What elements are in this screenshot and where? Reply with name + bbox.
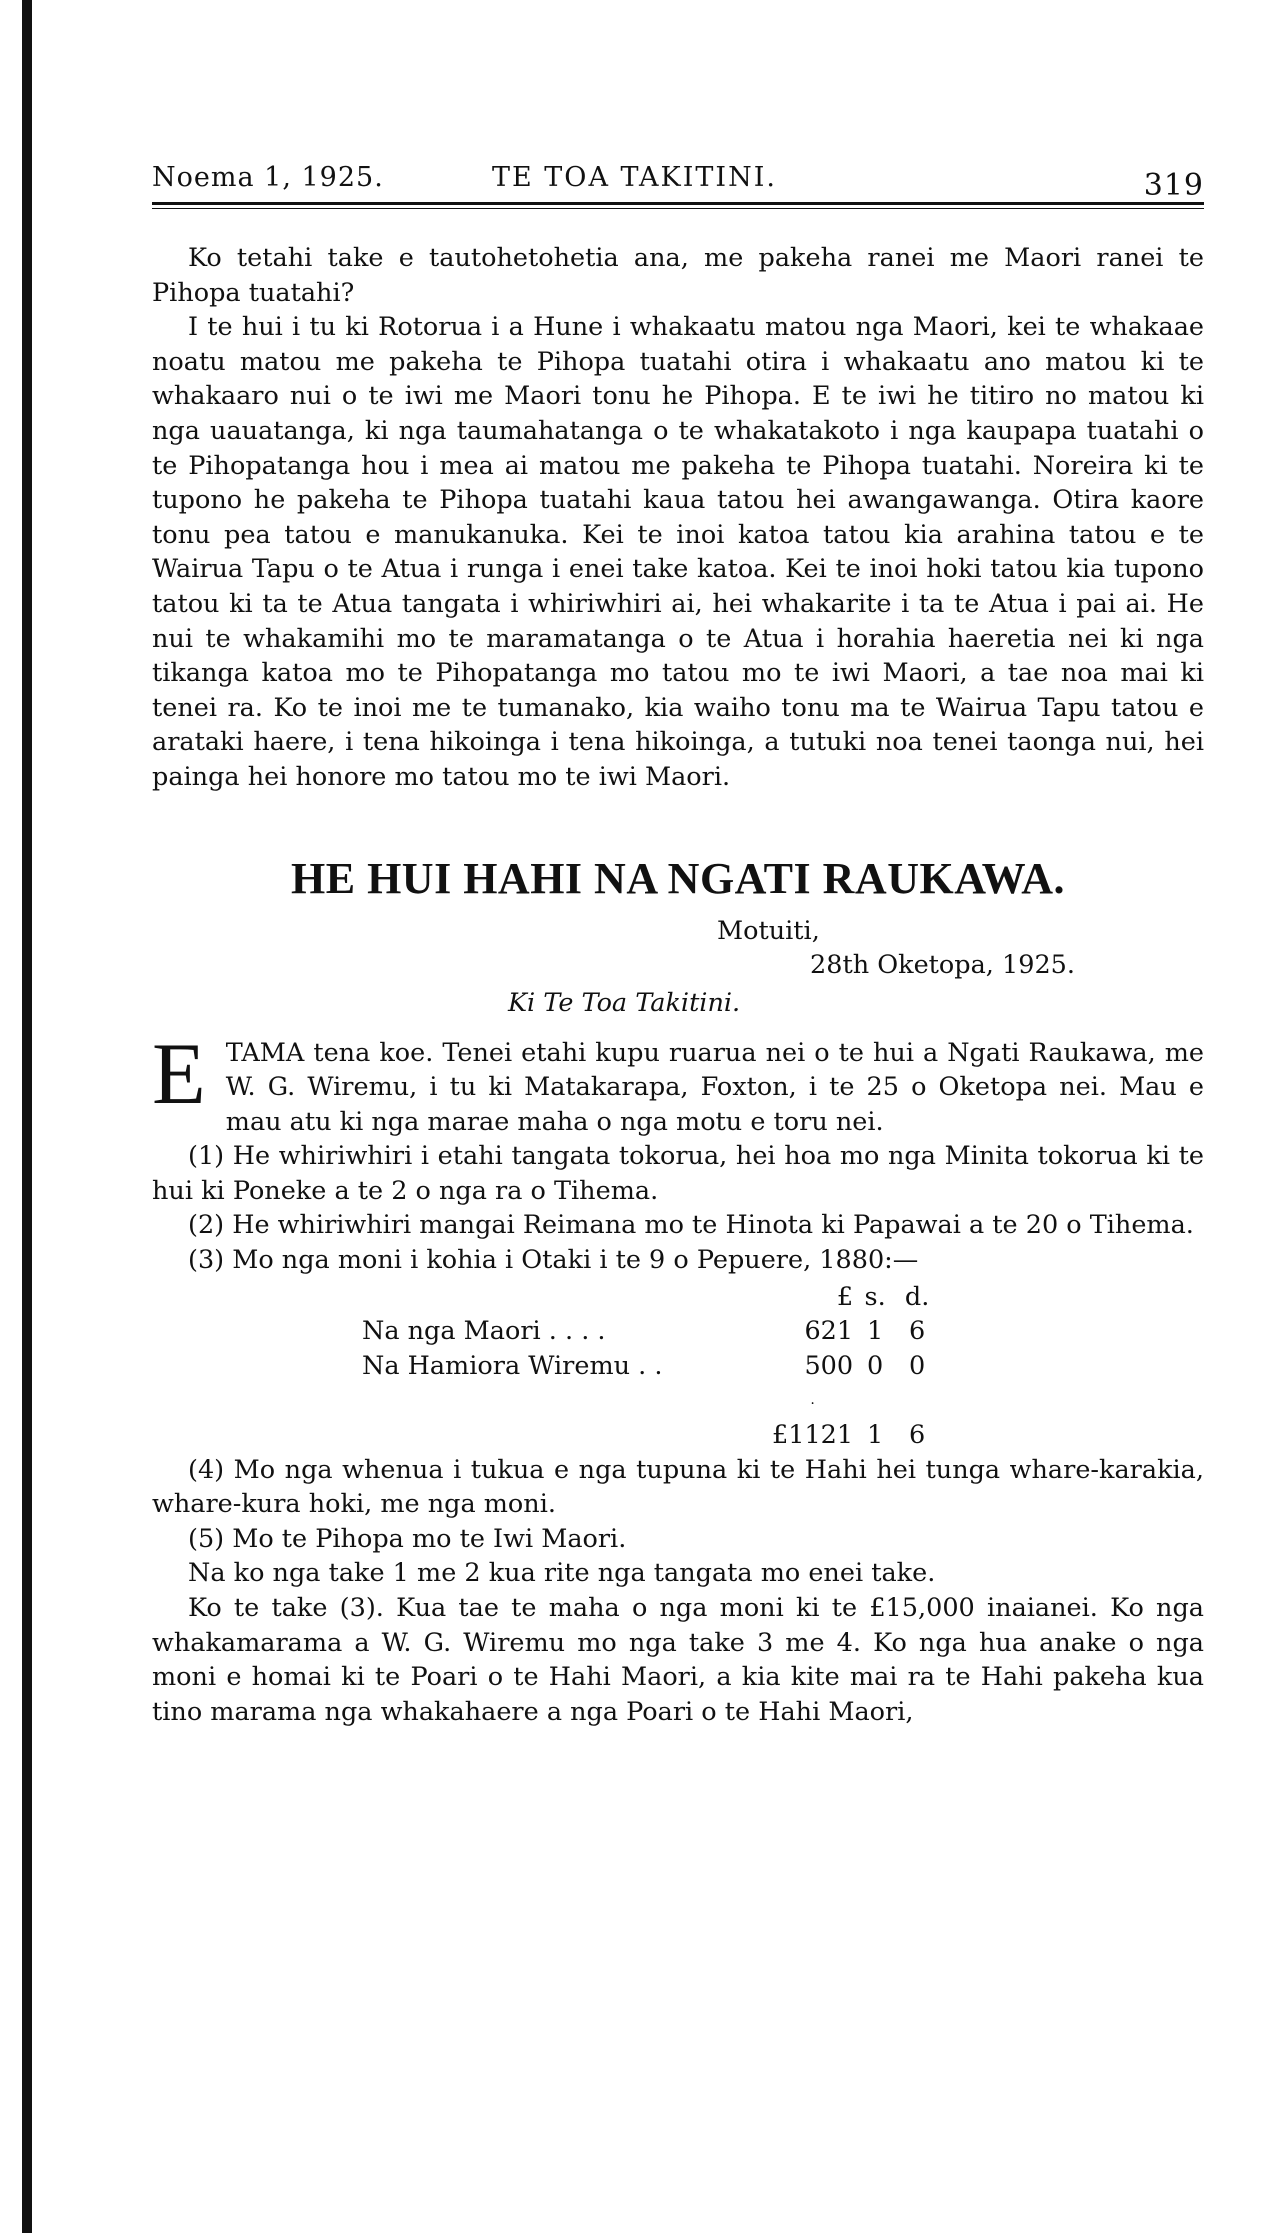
header-rule-thick bbox=[152, 202, 1204, 205]
intro-paragraph: Ko tetahi take e tautohetohetia ana, me pakeha ranei me Maori ranei te Pihopa tuatahi? bbox=[152, 243, 1204, 308]
money-row-label: Na nga Maori . . . . bbox=[362, 1316, 606, 1347]
letter-opening-text: TAMA tena koe. Tenei etahi kupu ruarua nei o te hui a Ngati Raukawa, me W. G. Wiremu, i tu ki Matakarapa, Foxton, i te 25 o Oketopa nei. Mau e mau atu ki nga marae maha o nga motu e toru nei. bbox=[225, 1037, 1204, 1137]
money-table-header bbox=[362, 1280, 937, 1315]
money-total-pounds: £1121 bbox=[772, 1420, 854, 1451]
letter-item-1: (1) He whiriwhiri i etahi tangata tokorua, hei hoa mo nga Minita tokorua ki te hui ki Poneke a te 2 o nga ra o Tihema. bbox=[152, 1141, 1204, 1206]
money-divider: . bbox=[810, 1392, 815, 1409]
letter-opening-paragraph bbox=[152, 1025, 1204, 1140]
running-header bbox=[152, 148, 1204, 203]
money-row-shillings: 0 bbox=[867, 1350, 884, 1381]
money-total-row bbox=[362, 1418, 937, 1453]
dateline bbox=[152, 914, 1204, 982]
drop-cap: E bbox=[152, 1025, 206, 1123]
section-heading: HE HUI HAHI NA NGATI RAUKAWA. bbox=[291, 853, 1065, 903]
publication-title: TE TOA TAKITINI. bbox=[492, 162, 777, 193]
money-row-shillings: 1 bbox=[867, 1316, 884, 1347]
header-rule-thin bbox=[152, 208, 1204, 209]
col-pounds: £ bbox=[836, 1281, 854, 1312]
page-binding-edge bbox=[22, 0, 32, 2233]
money-total-pence: 6 bbox=[909, 1420, 926, 1451]
letter-body bbox=[152, 1025, 1204, 1730]
letter-item-5: (5) Mo te Pihopa mo te Iwi Maori. bbox=[188, 1523, 627, 1554]
money-row-pence: 0 bbox=[909, 1350, 926, 1381]
money-row-pounds: 500 bbox=[804, 1350, 854, 1381]
intro-text bbox=[152, 241, 1204, 795]
header-date: Noema 1, 1925. bbox=[152, 162, 384, 193]
intro-paragraph: I te hui i tu ki Rotorua i a Hune i whakaatu matou nga Maori, kei te whakaae noatu matou me pakeha te Pihopa tuatahi otira i whakaatu ano matou ki te whakaaro nui o te iwi me Maori tonu he Pihopa. E te iwi he titiro no matou ki nga uauatanga, ki nga taumahatanga o te whakatakoto i nga kaupapa tuatahi o te Pihopatanga hou i mea ai matou me pakeha te Pihopa tuatahi. Noreira ki te tupono he pakeha te Pihopa tuatahi kaua tatou hei awangawanga. Otira kaore tonu pea tatou e manukanuka. Kei te inoi katoa tatou kia arahina tatou e te Wairua Tapu o te Atua i runga i enei take katoa. Kei te inoi hoki tatou kia tupono tatou ki ta te Atua tangata i whiriwhiri ai, hei whakarite i ta te Atua i pai ai. He nui te whakamihi mo te maramatanga o te Atua i horahia haeretia nei ki nga tikanga katoa mo te Pihopatanga mo tatou mo te iwi Maori, a tae noa mai ki tenei ra. Ko te inoi me te tumanako, kia waiho tonu ma te Wairua Tapu tatou e arataki haere, i tena hikoinga i tena hikoinga, a tutuki noa tenei taonga nui, hei painga hei honore mo tatou mo te iwi Maori. bbox=[152, 312, 1204, 792]
dateline-place: Motuiti, bbox=[717, 915, 820, 946]
money-row-pounds: 621 bbox=[804, 1316, 854, 1347]
money-divider-row bbox=[362, 1383, 937, 1418]
letter-item-2: (2) He whiriwhiri mangai Reimana mo te Hinota ki Papawai a te 20 o Tihema. bbox=[188, 1210, 1194, 1241]
money-row-label: Na Hamiora Wiremu . . bbox=[362, 1350, 663, 1381]
letter-paragraph-take12: Na ko nga take 1 me 2 kua rite nga tangata mo enei take. bbox=[188, 1558, 936, 1589]
money-total-shillings: 1 bbox=[867, 1420, 884, 1451]
money-row bbox=[362, 1314, 937, 1349]
dateline-date: 28th Oketopa, 1925. bbox=[810, 949, 1076, 980]
col-pence: d. bbox=[904, 1281, 930, 1312]
letter-item-3: (3) Mo nga moni i kohia i Otaki i te 9 o Pepuere, 1880:— bbox=[188, 1245, 919, 1276]
salutation: Ki Te Toa Takitini. bbox=[508, 987, 741, 1018]
col-shillings: s. bbox=[864, 1281, 886, 1312]
page bbox=[152, 148, 1204, 1729]
money-row bbox=[362, 1349, 937, 1384]
money-row-pence: 6 bbox=[909, 1316, 926, 1347]
page-number: 319 bbox=[1143, 168, 1204, 203]
letter-item-4: (4) Mo nga whenua i tukua e nga tupuna ki te Hahi hei tunga whare-karakia, whare-kura hoki, me nga moni. bbox=[152, 1454, 1204, 1520]
letter-paragraph-take3: Ko te take (3). Kua tae te maha o nga moni ki te £15,000 inaianei. Ko nga whakamarama a W. G. Wiremu mo nga take 3 me 4. Ko nga hua anake o nga moni e homai ki te Poari o te Hahi Maori, a kia kite mai ra te Hahi pakeha kua tino marama nga whakahaere a nga Poari o te Hahi Maori, bbox=[152, 1593, 1204, 1727]
money-table bbox=[362, 1280, 937, 1453]
